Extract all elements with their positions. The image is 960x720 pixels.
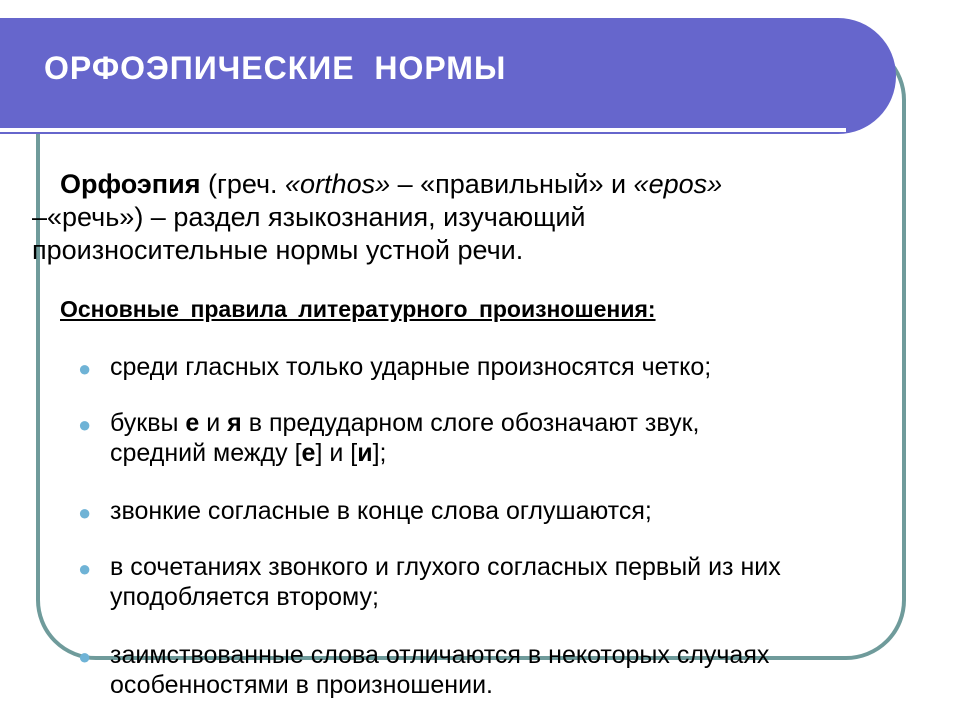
definition-part-1: (греч. [200,169,286,199]
rule-fragment: средний между [ [110,439,302,467]
bullet-icon: ● [78,356,92,381]
definition-line-3: произносительные нормы устной речи. [32,235,524,265]
bullet-icon: ● [78,500,92,525]
rule-line [110,438,930,468]
definition-epos: «epos» [633,169,723,199]
rule-text [110,352,930,382]
rule-text [110,640,930,700]
bullet-icon: ● [78,556,92,581]
slide-title: ОРФОЭПИЧЕСКИЕ НОРМЫ [44,50,507,86]
rule-line: в сочетаниях звонкого и глухого согласных первый из них [110,553,781,581]
rule-letter: е [301,439,316,467]
definition-paragraph [32,168,912,267]
rule-line: звонкие согласные в конце слова оглушаются; [110,497,652,525]
rule-text [110,496,930,526]
bullet-icon: ● [78,644,92,669]
rule-fragment: буквы [110,409,186,437]
banner-divider [0,128,846,132]
rule-text [110,408,930,468]
definition-line-2: –«речь») – раздел языкознания, изучающий [32,202,586,232]
rule-letter: я [227,409,242,437]
definition-orthos: «orthos» [285,169,391,199]
rule-text [110,552,930,612]
rule-fragment: ] и [ [315,439,358,467]
definition-part-2: – «правильный» и [390,169,634,199]
rule-line: уподобляется второму; [110,583,379,611]
rule-line: заимствованные слова отличаются в некоторых случаях [110,641,770,669]
definition-term: Орфоэпия [60,169,201,199]
rule-line: особенностями в произношении. [110,671,493,699]
rule-letter: и [357,439,373,467]
rule-fragment: в предударном слоге обозначают звук, [241,409,700,437]
rule-fragment: ]; [372,439,387,467]
rule-line [110,408,930,438]
definition-line-1 [32,168,912,201]
bullet-icon: ● [78,412,92,437]
rule-fragment: и [199,409,228,437]
rule-line: среди гласных только ударные произносятся четко; [110,353,712,381]
rule-letter: е [185,409,200,437]
rules-subheading: Основные правила литературного произношения: [60,296,656,322]
